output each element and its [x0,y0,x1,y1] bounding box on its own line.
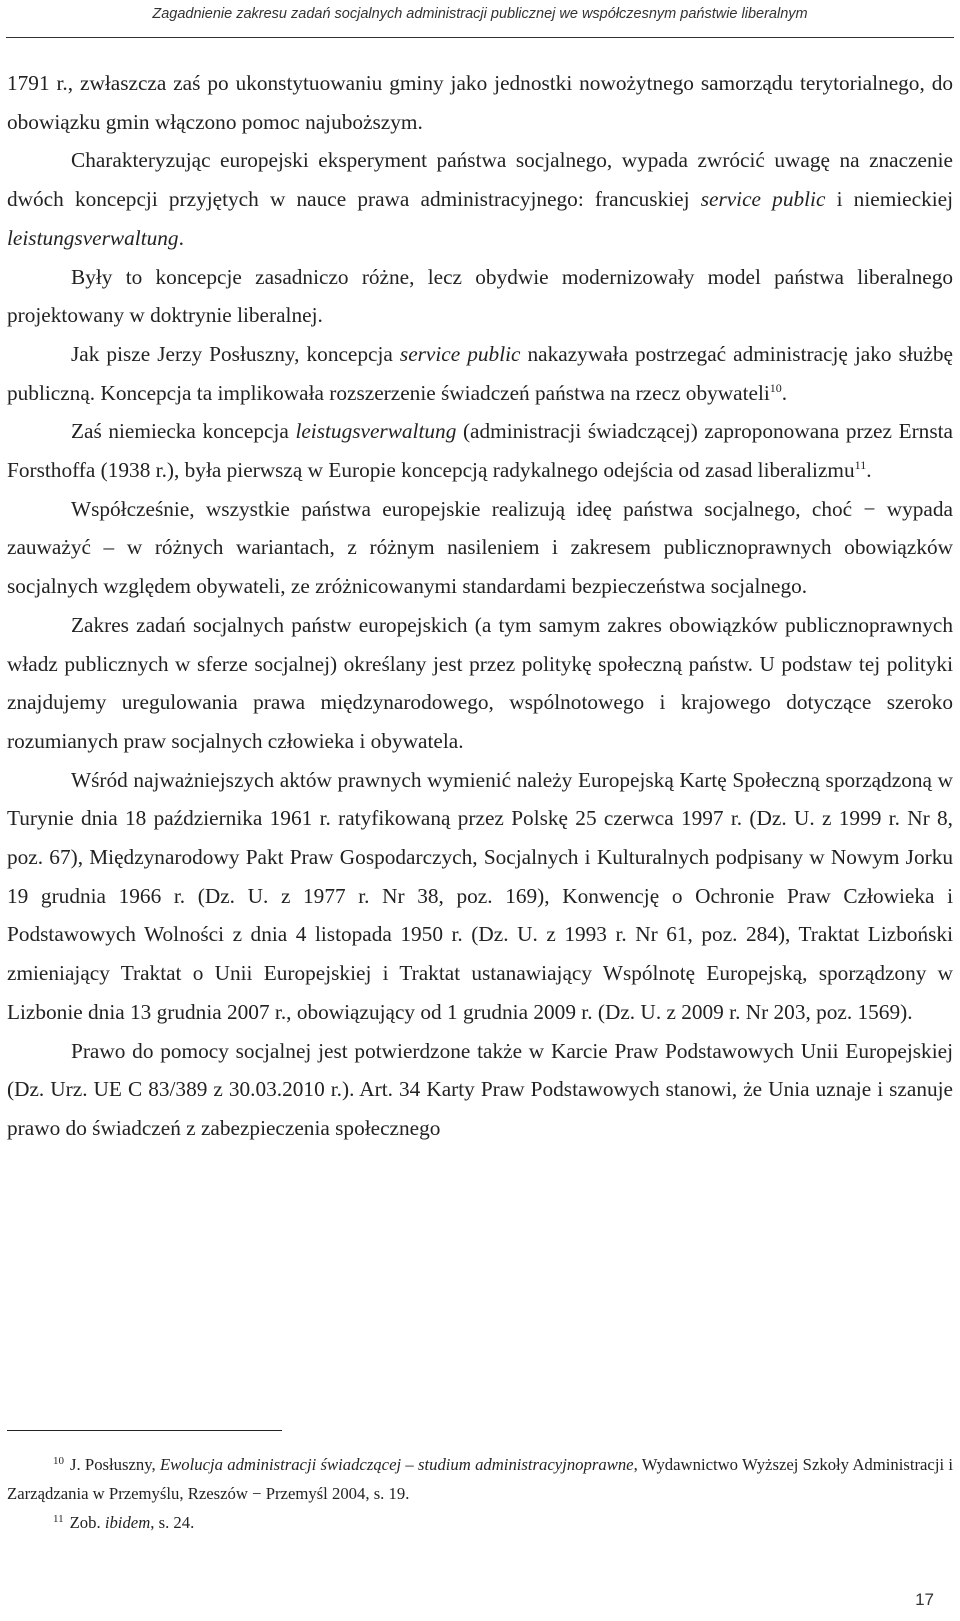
paragraph-5-text: . [866,458,872,483]
paragraph-1: 1791 r., zwłaszcza zaś po ukonstytuowaniu gminy jako jednostki nowożytnego samorządu terytorialnego, do obowiązku gmin włączono pomoc najuboższym. [7,71,953,134]
paragraph-3: Były to koncepcje zasadniczo różne, lecz obydwie modernizowały model państwa liberalnego projektowany w doktrynie liberalnej. [7,264,953,328]
term-service-public: service public [399,341,521,366]
paragraph-4 [7,335,953,412]
running-header: Zagadnienie zakresu zadań socjalnych administracji publicznej we współczesnym państwie liberalnym [152,6,808,22]
footnote-ref-10[interactable]: 10 [769,380,782,395]
paragraph-6: Współcześnie, wszystkie państwa europejskie realizują ideę państwa socjalnego, choć − wypada zauważyć – w różnych wariantach, z różnym nasileniem i zakresem publicznoprawnych obowiązków socjalnych względem obywateli, ze zróżnicowanymi standardami bezpieczeństwa socjalnego. [7,496,953,599]
footnotes [7,1450,953,1537]
footnote-text: J. Posłuszny, [70,1455,160,1474]
term-leistugsverwaltung: leistugsverwaltung [295,419,457,444]
paragraph-8: Wśród najważniejszych aktów prawnych wymienić należy Europejską Kartę Społeczną sporządzoną w Turynie dnia 18 października 1961 r. ratyfikowaną przez Polskę 25 czerwca 1997 r. (Dz. U. z 1999 r. Nr 8, poz. 67), Międzynarodowy Pakt Praw Gospodarczych, Socjalnych i Kulturalnych podpisany w Nowym Jorku 19 grudnia 1966 r. (Dz. U. z 1977 r. Nr 38, poz. 169), Konwencję o Ochronie Praw Człowieka i Podstawowych Wolności z dnia 4 listopada 1950 r. (Dz. U. z 1993 r. Nr 61, poz. 284), Traktat Lizboński zmieniający Traktat o Unii Europejskiej i Traktat ustanawiający Wspólnotę Europejską, sporządzony w Lizbonie dnia 13 grudnia 2007 r., obowiązujący od 1 grudnia 2009 r. (Dz. U. z 2009 r. Nr 203, poz. 1569). [7,767,953,1024]
page-number: 17 [915,1590,934,1609]
term-leistungsverwaltung: leistungsverwaltung [7,225,179,250]
paragraph-4-text: Jak pisze Jerzy Posłuszny, koncepcja [71,341,400,366]
footnote-ibidem: ibidem [104,1513,151,1532]
term-service-public: service public [700,187,826,212]
paragraph-4-text: nakazywała postrzegać administrację jako służbę publiczną. Koncepcja ta implikowała rozszerzenie świadczeń państwa na rzecz obywateli [7,341,954,405]
paragraph-2-text: i niemieckiej [825,187,954,212]
footnote-text: , s. 24. [150,1513,195,1532]
paragraph-5-text: (administracji świadczącej) zaproponowana przez Ernsta Forsthoffa (1938 r.), była pierwszą w Europie koncepcją radykalnego odejścia od zasad liberalizmu [7,419,953,483]
footnote-text: Zob. [69,1513,105,1532]
footnote-10 [7,1450,953,1508]
body-text [7,64,953,1148]
paragraph-5-text: Zaś niemiecka koncepcja [71,419,296,444]
paragraph-2-text: . [178,225,184,250]
paragraph-5 [7,412,953,489]
paragraph-7: Zakres zadań socjalnych państw europejskich (a tym samym zakres obowiązków publicznoprawnych władz publicznych w sferze socjalnej) określany jest przez politykę społeczną państw. U podstaw tej polityki znajdujemy uregulowania prawa międzynarodowego, wspólnotowego i krajowego dotyczące szeroko rozumianych praw socjalnych człowieka i obywatela. [7,612,953,753]
footnote-text: , Wydawnictwo Wyższej Szkoły Administracji i Zarządzania w Przemyślu, Rzeszów − Przemyśl 2004, s. 19. [7,1455,953,1503]
footnote-separator [7,1430,282,1431]
paragraph-9: Prawo do pomocy socjalnej jest potwierdzone także w Karcie Praw Podstawowych Unii Europejskiej (Dz. Urz. UE C 83/389 z 30.03.2010 r.). Art. 34 Karty Praw Podstawowych stanowi, że Unia uznaje i szanuje prawo do świadczeń z zabezpieczenia społecznego [7,1038,953,1140]
footnote-ref-11[interactable]: 11 [854,458,867,473]
paragraph-2 [7,141,953,257]
paragraph-2-text: Charakteryzując europejski eksperyment państwa socjalnego, wypada zwrócić uwagę na znaczenie dwóch koncepcji przyjętych w nauce prawa administracyjnego: francuskiej [7,148,953,212]
header-rule [6,37,954,38]
footnote-11 [7,1508,953,1537]
footnote-book-title: Ewolucja administracji świadczącej – studium administracyjnoprawne [159,1455,634,1474]
footnote-number: 11 [53,1513,64,1525]
paragraph-4-text: . [781,380,788,405]
footnote-number: 10 [53,1455,64,1467]
